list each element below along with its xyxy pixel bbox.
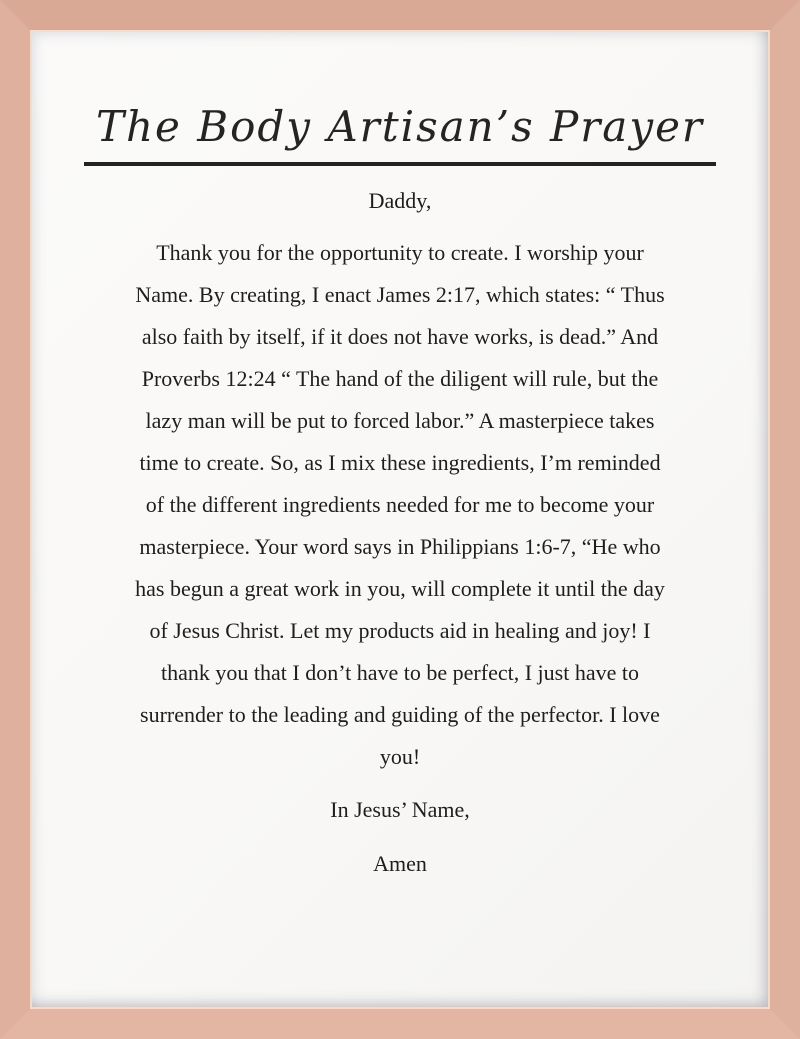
salutation-line: Daddy, <box>368 188 432 214</box>
prayer-sheet <box>30 30 770 1009</box>
prayer-line: also faith by itself, if it does not have works, is dead.” And <box>141 324 659 350</box>
prayer-line: surrender to the leading and guiding of the perfector. I love <box>140 702 660 728</box>
prayer-line: thank you that I don’t have to be perfect, I just have to <box>161 660 639 686</box>
prayer-line: lazy man will be put to forced labor.” A masterpiece takes <box>145 408 655 434</box>
prayer-line: Proverbs 12:24 “ The hand of the diligent will rule, but the <box>141 366 659 392</box>
prayer-line: time to create. So, as I mix these ingredients, I’m reminded <box>139 450 661 476</box>
closing-line: In Jesus’ Name, <box>330 797 470 823</box>
prayer-body <box>135 232 665 778</box>
prayer-line: Thank you for the opportunity to create. I worship your <box>156 240 644 266</box>
prayer-line: you! <box>379 744 421 770</box>
prayer-line: has begun a great work in you, will complete it until the day <box>135 576 665 602</box>
amen-line: Amen <box>373 851 427 877</box>
prayer-line: masterpiece. Your word says in Philippians 1:6-7, “He who <box>139 534 661 560</box>
prayer-line: of Jesus Christ. Let my products aid in healing and joy! I <box>149 618 651 644</box>
artwork-title: The Body Artisan’s Prayer <box>84 102 716 166</box>
prayer-line: Name. By creating, I enact James 2:17, which states: “ Thus <box>135 282 665 308</box>
prayer-line: of the different ingredients needed for me to become your <box>145 492 655 518</box>
